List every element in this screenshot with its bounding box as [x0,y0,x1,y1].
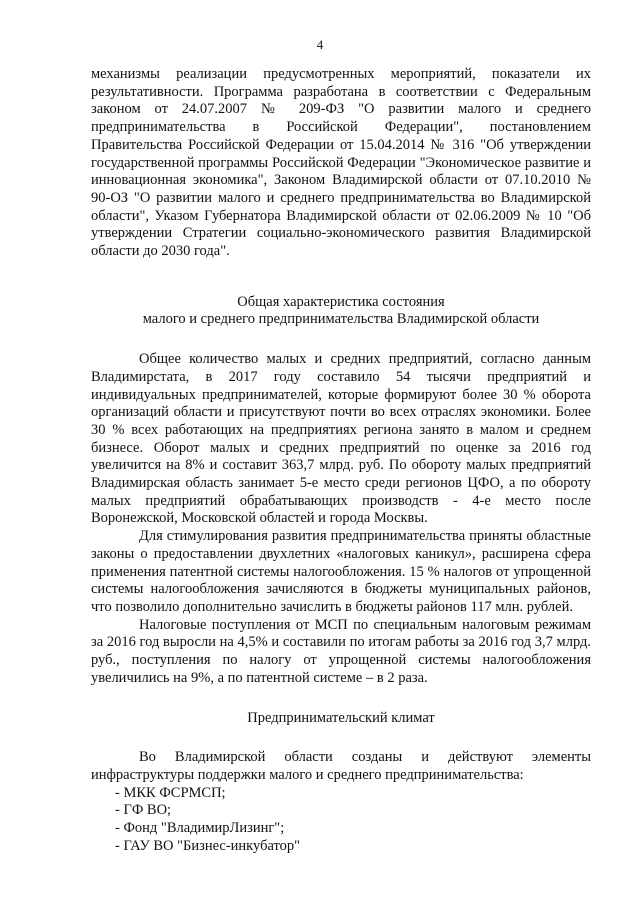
list-item: - Фонд "ВладимирЛизинг"; [115,820,285,837]
paragraph-stimulation: Для стимулирования развития предпринимательства приняты областные законы о предоставлении двухлетних «налоговых каникул», расширена сфера применения патентной системы налогообложения. 15 % налогов от упрощенной системы налогообложения зачисляются в бюджеты муниципальных районов, что позволило дополнительно зачислить в бюджеты районов 117 млн. рублей. [91,528,591,615]
list-item: - ГАУ ВО "Бизнес-инкубатор" [115,837,301,854]
infrastructure-list [91,785,591,856]
section-heading-line2: малого и среднего предпринимательства Владимирской области [142,311,540,328]
list-item: - ГФ ВО; [115,802,172,819]
paragraph-infrastructure: Во Владимирской области созданы и действуют элементы инфраструктуры поддержки малого и среднего предпринимательства: [91,749,591,783]
paragraph-enterprises: Общее количество малых и средних предприятий, согласно данным Владимирстата, в 2017 году составило 54 тысячи предприятий и индивидуальных предпринимателей, которые формируют более 30 % оборота организаций области и присутствуют почти во всех отраслях экономики. Более 30 % всех работающих на предприятиях региона занято в малом и среднем бизнесе. Оборот малых и средних предприятий по оценке за 2016 год увеличится на 8% и составит 363,7 млрд. руб. По обороту малых предприятий Владимирская область занимает 5-е место среди регионов ЦФО, а по обороту малых предприятий обрабатывающих производств - 4-е место после Воронежской, Московской областей и города Москвы. [91,351,591,527]
paragraph-tax-revenue: Налоговые поступления от МСП по специальным налоговым режимам за 2016 год выросли на 4,5% и составили по итогам работы за 2016 год 3,7 млрд. руб., поступления по налогу от упрощенной системы налогообложения увеличились на 9%, а по патентной системе – в 2 раза. [91,616,591,686]
document-body [91,66,591,855]
page-number: 4 [316,37,324,52]
intro-paragraph: механизмы реализации предусмотренных мероприятий, показатели их результативности. Программа разработана в соответствии с Федеральным законом от 24.07.2007 № 209-ФЗ "О развитии малого и среднего предпринимательства в Российской Федерации", постановлением Правительства Российской Федерации от 15.04.2014 № 316 "Об утверждении государственной программы Российской Федерации "Экономическое развитие и инновационная экономика", Законом Владимирской области от 07.10.2010 № 90-ОЗ "О развитии малого и среднего предпринимательства во Владимирской области", Указом Губернатора Владимирской области от 02.06.2009 № 10 "Об утверждении Стратегии социально-экономического развития Владимирской области до 2030 года". [91,66,591,260]
section-heading-climate: Предпринимательский климат [247,709,435,726]
list-item: - МКК ФСРМСП; [115,784,226,801]
section-heading-line1: Общая характеристика состояния [237,293,445,310]
